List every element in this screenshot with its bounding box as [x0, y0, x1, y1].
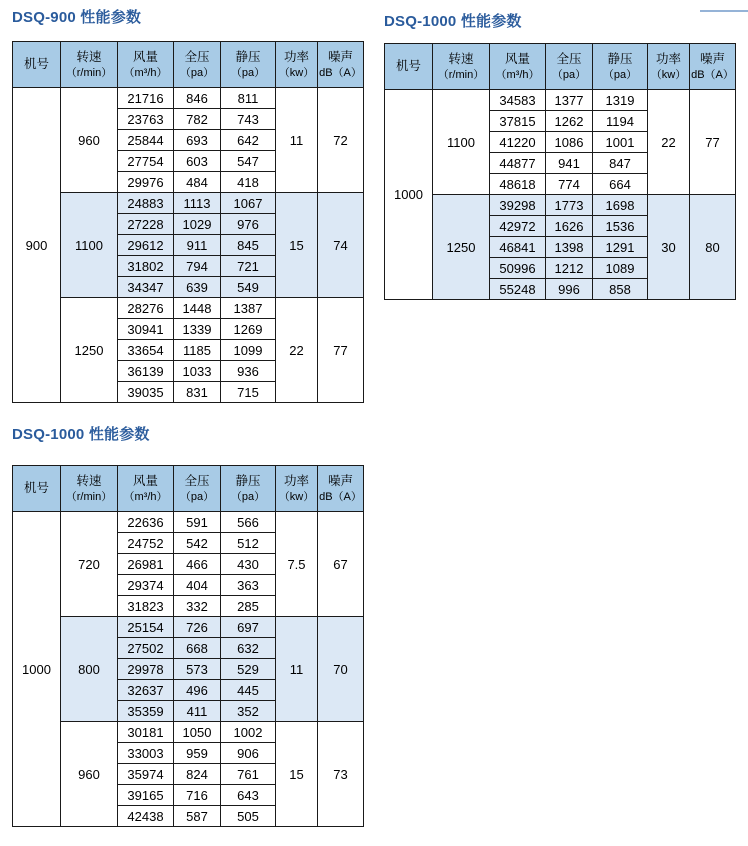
power-cell: 15: [276, 722, 318, 827]
static-pressure-cell: 445: [221, 680, 276, 701]
table-row: [13, 193, 364, 214]
noise-cell: 70: [318, 617, 364, 722]
total-pressure-cell: 542: [174, 533, 221, 554]
column-header-noise: [318, 466, 364, 512]
static-pressure-cell: 1319: [593, 90, 648, 111]
power-cell: 11: [276, 88, 318, 193]
airflow-cell: 39165: [118, 785, 174, 806]
table-row: [13, 617, 364, 638]
airflow-cell: 21716: [118, 88, 174, 109]
total-pressure-cell: 959: [174, 743, 221, 764]
column-header-power: [648, 44, 690, 90]
column-header-airflow: [118, 466, 174, 512]
speed-cell: 960: [61, 722, 118, 827]
table-row: [13, 512, 364, 533]
column-header-noise: [690, 44, 736, 90]
column-label: 静压: [235, 49, 261, 64]
airflow-cell: 35359: [118, 701, 174, 722]
speed-cell: 720: [61, 512, 118, 617]
total-pressure-cell: 782: [174, 109, 221, 130]
total-pressure-cell: 1626: [546, 216, 593, 237]
column-header-airflow: [118, 42, 174, 88]
airflow-cell: 44877: [490, 153, 546, 174]
static-pressure-cell: 505: [221, 806, 276, 827]
airflow-cell: 22636: [118, 512, 174, 533]
column-unit: （pa）: [179, 66, 215, 79]
airflow-cell: 48618: [490, 174, 546, 195]
static-pressure-cell: 664: [593, 174, 648, 195]
column-unit: dB（A）: [319, 490, 362, 503]
airflow-cell: 36139: [118, 361, 174, 382]
airflow-cell: 33654: [118, 340, 174, 361]
static-pressure-cell: 811: [221, 88, 276, 109]
airflow-cell: 35974: [118, 764, 174, 785]
total-pressure-cell: 1033: [174, 361, 221, 382]
column-unit: （kw）: [278, 66, 315, 79]
airflow-cell: 25844: [118, 130, 174, 151]
column-label: 全压: [556, 51, 582, 66]
airflow-cell: 39035: [118, 382, 174, 403]
speed-cell: 1250: [61, 298, 118, 403]
column-unit: （r/min）: [437, 68, 485, 81]
column-label: 转速: [76, 473, 102, 488]
column-header-airflow: [490, 44, 546, 90]
static-pressure-cell: 632: [221, 638, 276, 659]
airflow-cell: 41220: [490, 132, 546, 153]
static-pressure-cell: 430: [221, 554, 276, 575]
static-pressure-cell: 936: [221, 361, 276, 382]
column-unit: dB（A）: [691, 68, 734, 81]
static-pressure-cell: 845: [221, 235, 276, 256]
static-pressure-cell: 643: [221, 785, 276, 806]
static-pressure-cell: 547: [221, 151, 276, 172]
static-pressure-cell: 529: [221, 659, 276, 680]
column-unit: dB（A）: [319, 66, 362, 79]
total-pressure-cell: 794: [174, 256, 221, 277]
total-pressure-cell: 1185: [174, 340, 221, 361]
airflow-cell: 27228: [118, 214, 174, 235]
column-unit: （pa）: [179, 490, 215, 503]
column-header-machine-no: [13, 466, 61, 512]
total-pressure-cell: 824: [174, 764, 221, 785]
static-pressure-cell: 549: [221, 277, 276, 298]
total-pressure-cell: 831: [174, 382, 221, 403]
noise-cell: 67: [318, 512, 364, 617]
column-header-speed: [433, 44, 490, 90]
total-pressure-cell: 996: [546, 279, 593, 300]
airflow-cell: 28276: [118, 298, 174, 319]
column-unit: （pa）: [230, 66, 266, 79]
speed-cell: 960: [61, 88, 118, 193]
dsq-1000-section-top: [384, 12, 736, 300]
column-header-total-pressure: [546, 44, 593, 90]
total-pressure-cell: 1339: [174, 319, 221, 340]
column-label: 全压: [184, 473, 210, 488]
airflow-cell: 55248: [490, 279, 546, 300]
header-row: [13, 42, 364, 88]
total-pressure-cell: 1113: [174, 193, 221, 214]
airflow-cell: 50996: [490, 258, 546, 279]
static-pressure-cell: 642: [221, 130, 276, 151]
total-pressure-cell: 411: [174, 701, 221, 722]
column-label: 风量: [132, 49, 158, 64]
column-header-machine-no: [13, 42, 61, 88]
static-pressure-cell: 566: [221, 512, 276, 533]
total-pressure-cell: 404: [174, 575, 221, 596]
total-pressure-cell: 466: [174, 554, 221, 575]
airflow-cell: 42438: [118, 806, 174, 827]
total-pressure-cell: 1773: [546, 195, 593, 216]
static-pressure-cell: 1089: [593, 258, 648, 279]
column-label: 功率: [283, 473, 309, 488]
dsq-1000-performance-table-top: [384, 43, 736, 300]
total-pressure-cell: 1262: [546, 111, 593, 132]
airflow-cell: 33003: [118, 743, 174, 764]
column-label: 噪声: [327, 473, 353, 488]
column-unit: （m³/h）: [123, 66, 168, 79]
table-row: [13, 722, 364, 743]
static-pressure-cell: 363: [221, 575, 276, 596]
column-header-total-pressure: [174, 42, 221, 88]
column-header-speed: [61, 466, 118, 512]
total-pressure-cell: 603: [174, 151, 221, 172]
airflow-cell: 42972: [490, 216, 546, 237]
airflow-cell: 25154: [118, 617, 174, 638]
static-pressure-cell: 721: [221, 256, 276, 277]
column-label: 功率: [283, 49, 309, 64]
total-pressure-cell: 496: [174, 680, 221, 701]
machine-no-cell: 1000: [385, 90, 433, 300]
airflow-cell: 29612: [118, 235, 174, 256]
total-pressure-cell: 573: [174, 659, 221, 680]
static-pressure-cell: 1002: [221, 722, 276, 743]
speed-cell: 1100: [61, 193, 118, 298]
total-pressure-cell: 941: [546, 153, 593, 174]
static-pressure-cell: 1387: [221, 298, 276, 319]
static-pressure-cell: 1291: [593, 237, 648, 258]
dsq-1000-performance-table-bottom: [12, 465, 364, 827]
noise-cell: 72: [318, 88, 364, 193]
static-pressure-cell: 858: [593, 279, 648, 300]
column-unit: （m³/h）: [495, 68, 540, 81]
dsq-900-performance-table: [12, 41, 364, 403]
column-header-static-pressure: [221, 42, 276, 88]
column-label: 静压: [235, 473, 261, 488]
static-pressure-cell: 1001: [593, 132, 648, 153]
power-cell: 15: [276, 193, 318, 298]
column-header-noise: [318, 42, 364, 88]
airflow-cell: 30181: [118, 722, 174, 743]
noise-cell: 80: [690, 195, 736, 300]
airflow-cell: 29978: [118, 659, 174, 680]
noise-cell: 77: [690, 90, 736, 195]
total-pressure-cell: 774: [546, 174, 593, 195]
airflow-cell: 37815: [490, 111, 546, 132]
airflow-cell: 30941: [118, 319, 174, 340]
header-row: [13, 466, 364, 512]
airflow-cell: 27502: [118, 638, 174, 659]
total-pressure-cell: 639: [174, 277, 221, 298]
power-cell: 30: [648, 195, 690, 300]
static-pressure-cell: 1536: [593, 216, 648, 237]
header-row: [385, 44, 736, 90]
static-pressure-cell: 1194: [593, 111, 648, 132]
airflow-cell: 39298: [490, 195, 546, 216]
total-pressure-cell: 846: [174, 88, 221, 109]
table-title-dsq-1000-top: DSQ-1000 性能参数: [384, 13, 522, 30]
column-unit: （pa）: [551, 68, 587, 81]
total-pressure-cell: 587: [174, 806, 221, 827]
speed-cell: 1250: [433, 195, 490, 300]
noise-cell: 77: [318, 298, 364, 403]
dsq-1000-section-bottom: [12, 425, 364, 827]
column-label: 静压: [607, 51, 633, 66]
speed-cell: 800: [61, 617, 118, 722]
table-row: [13, 88, 364, 109]
total-pressure-cell: 693: [174, 130, 221, 151]
column-label: 噪声: [327, 49, 353, 64]
power-cell: 22: [648, 90, 690, 195]
column-label: 风量: [132, 473, 158, 488]
power-cell: 22: [276, 298, 318, 403]
static-pressure-cell: 285: [221, 596, 276, 617]
noise-cell: 74: [318, 193, 364, 298]
static-pressure-cell: 418: [221, 172, 276, 193]
table-row: [13, 298, 364, 319]
total-pressure-cell: 591: [174, 512, 221, 533]
static-pressure-cell: 715: [221, 382, 276, 403]
total-pressure-cell: 484: [174, 172, 221, 193]
table-title-dsq-1000-bottom: DSQ-1000 性能参数: [12, 426, 150, 443]
column-header-machine-no: [385, 44, 433, 90]
airflow-cell: 34347: [118, 277, 174, 298]
total-pressure-cell: 1398: [546, 237, 593, 258]
column-header-speed: [61, 42, 118, 88]
static-pressure-cell: 743: [221, 109, 276, 130]
static-pressure-cell: 1067: [221, 193, 276, 214]
static-pressure-cell: 847: [593, 153, 648, 174]
column-label: 风量: [504, 51, 530, 66]
power-cell: 7.5: [276, 512, 318, 617]
total-pressure-cell: 716: [174, 785, 221, 806]
total-pressure-cell: 1029: [174, 214, 221, 235]
column-unit: （pa）: [602, 68, 638, 81]
noise-cell: 73: [318, 722, 364, 827]
speed-cell: 1100: [433, 90, 490, 195]
table-title-dsq-900: DSQ-900 性能参数: [12, 9, 142, 26]
column-label: 机号: [23, 57, 49, 71]
column-label: 功率: [655, 51, 681, 66]
column-unit: （r/min）: [65, 66, 113, 79]
static-pressure-cell: 976: [221, 214, 276, 235]
airflow-cell: 26981: [118, 554, 174, 575]
airflow-cell: 29976: [118, 172, 174, 193]
airflow-cell: 34583: [490, 90, 546, 111]
total-pressure-cell: 1448: [174, 298, 221, 319]
column-unit: （pa）: [230, 490, 266, 503]
static-pressure-cell: 1099: [221, 340, 276, 361]
total-pressure-cell: 911: [174, 235, 221, 256]
column-header-power: [276, 42, 318, 88]
dsq-900-section: [12, 8, 364, 403]
static-pressure-cell: 352: [221, 701, 276, 722]
column-header-static-pressure: [593, 44, 648, 90]
airflow-cell: 23763: [118, 109, 174, 130]
column-label: 机号: [23, 481, 49, 495]
airflow-cell: 32637: [118, 680, 174, 701]
column-label: 全压: [184, 49, 210, 64]
total-pressure-cell: 1212: [546, 258, 593, 279]
airflow-cell: 24883: [118, 193, 174, 214]
static-pressure-cell: 1269: [221, 319, 276, 340]
total-pressure-cell: 668: [174, 638, 221, 659]
column-unit: （r/min）: [65, 490, 113, 503]
total-pressure-cell: 726: [174, 617, 221, 638]
airflow-cell: 46841: [490, 237, 546, 258]
column-unit: （m³/h）: [123, 490, 168, 503]
static-pressure-cell: 512: [221, 533, 276, 554]
column-label: 转速: [76, 49, 102, 64]
table-row: [385, 195, 736, 216]
total-pressure-cell: 1050: [174, 722, 221, 743]
column-label: 机号: [395, 59, 421, 73]
airflow-cell: 27754: [118, 151, 174, 172]
static-pressure-cell: 697: [221, 617, 276, 638]
table-row: [385, 90, 736, 111]
airflow-cell: 24752: [118, 533, 174, 554]
column-header-power: [276, 466, 318, 512]
column-unit: （kw）: [650, 68, 687, 81]
power-cell: 11: [276, 617, 318, 722]
column-unit: （kw）: [278, 490, 315, 503]
total-pressure-cell: 1377: [546, 90, 593, 111]
static-pressure-cell: 761: [221, 764, 276, 785]
column-header-static-pressure: [221, 466, 276, 512]
static-pressure-cell: 1698: [593, 195, 648, 216]
column-header-total-pressure: [174, 466, 221, 512]
column-label: 转速: [448, 51, 474, 66]
static-pressure-cell: 906: [221, 743, 276, 764]
column-label: 噪声: [699, 51, 725, 66]
airflow-cell: 29374: [118, 575, 174, 596]
machine-no-cell: 900: [13, 88, 61, 403]
total-pressure-cell: 332: [174, 596, 221, 617]
machine-no-cell: 1000: [13, 512, 61, 827]
airflow-cell: 31823: [118, 596, 174, 617]
airflow-cell: 31802: [118, 256, 174, 277]
total-pressure-cell: 1086: [546, 132, 593, 153]
